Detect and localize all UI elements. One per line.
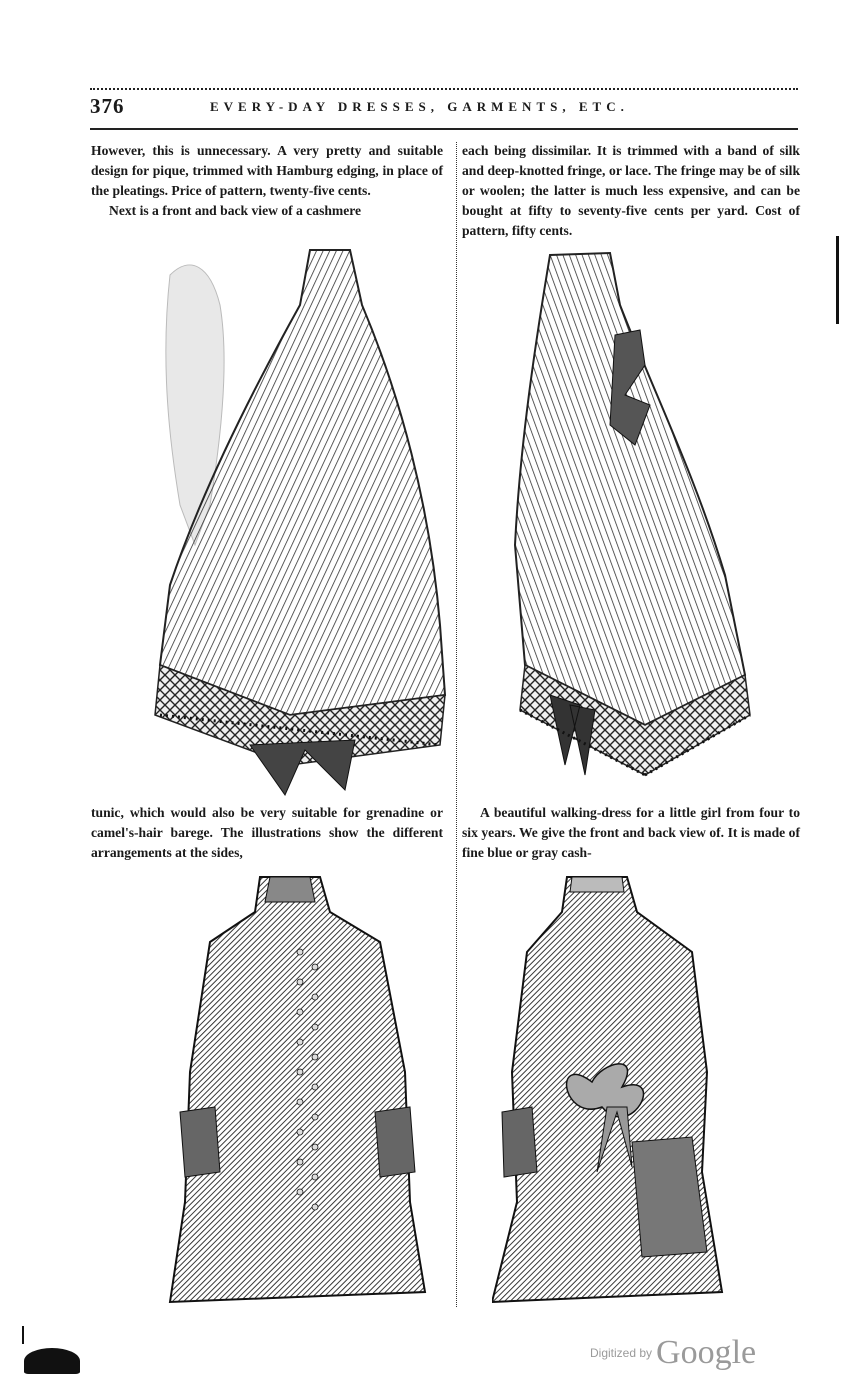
walking-dress-front-illustration — [160, 872, 435, 1327]
paragraph: However, this is unnecessary. A very pretty and suitable design for pique, trimmed with Hamburg edging, in place of the pleatings. Price of pattern, twenty-five cents. — [91, 143, 443, 198]
paragraph: Next is a front and back view of a cashmere — [109, 203, 362, 218]
left-top-text — [91, 141, 443, 221]
walking-dress-back-illustration — [492, 872, 767, 1327]
google-logo: Google — [656, 1334, 757, 1371]
paragraph: A beautiful walking-dress for a little girl from four to six years. We give the front and back view of. It is made of fine blue or gray cash- — [462, 805, 800, 860]
page-header — [90, 94, 798, 120]
paragraph: each being dissimilar. It is trimmed with a band of silk and deep-knotted fringe, or lace. The fringe may be of silk or woolen; the latter is much less expensive, and can be bought at fifty to seventy-five cents per yard. Cost of pattern, fifty cents. — [462, 143, 800, 238]
margin-tick — [22, 1326, 24, 1344]
digitized-label: Digitized by — [590, 1346, 653, 1360]
paragraph: tunic, which would also be very suitable for grenadine or camel's-hair barege. The illustrations show the different arrangements at the sides, — [91, 805, 443, 860]
digitized-watermark — [590, 1334, 756, 1374]
header-rule — [90, 128, 798, 130]
ink-blot — [24, 1348, 80, 1374]
right-top-text — [462, 141, 800, 241]
cashmere-tunic-back-illustration — [495, 245, 765, 800]
page-number: 376 — [90, 94, 125, 118]
cashmere-tunic-front-illustration — [140, 245, 450, 800]
left-bottom-text — [91, 803, 443, 863]
margin-mark — [836, 236, 839, 324]
top-rule — [90, 88, 798, 90]
right-bottom-text — [462, 803, 800, 863]
column-divider — [456, 142, 457, 1307]
running-title: EVERY-DAY DRESSES, GARMENTS, ETC. — [210, 99, 629, 114]
